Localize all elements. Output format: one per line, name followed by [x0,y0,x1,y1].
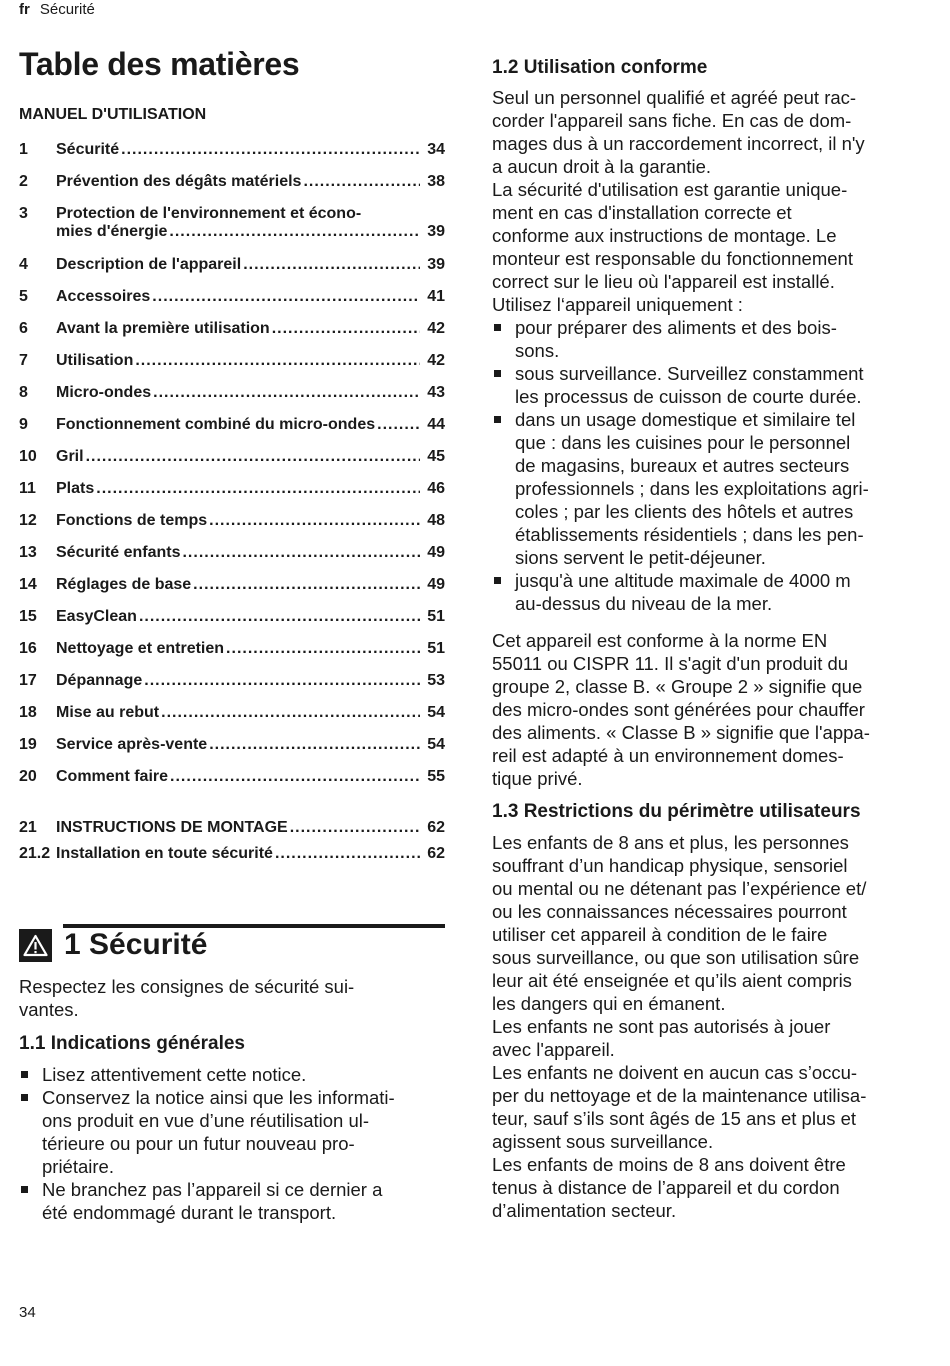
bullet-marker [21,1186,28,1193]
text-line: teur, sauf s’ils sont âgés de 15 ans et plus et [492,1108,857,1129]
header-section: Sécurité [39,1,95,18]
text-line: avec l'appareil. [492,1039,615,1060]
toc-entry-number: 17 [19,672,37,689]
toc-entry-number: 1 [19,141,28,158]
text-line: souffrant d’un handicap physique, sensoriel [492,855,848,876]
toc-entry-page: 46 [427,480,445,497]
toc-entry-label: Prévention des dégâts matériels [56,173,302,190]
toc-entry-page: 54 [427,736,445,753]
toc-entry-label: Fonctionnement combiné du micro-ondes [56,416,376,433]
bullet-item [19,1086,445,1178]
toc-entry-label: Service après-vente [56,736,208,753]
text-line: coles ; par les clients des hôtels et autres [515,501,854,522]
text-line: pour préparer des aliments et des bois- [515,317,837,338]
text-line: térieure ou pour un futur nouveau pro- [42,1133,355,1154]
text-line: dans un usage domestique et similaire tel [515,409,856,430]
text-line: de magasins, bureaux et autres secteurs [515,455,850,476]
toc-entry-number: 2 [19,173,28,190]
toc-leader-dots [161,704,420,722]
toc-entry-page: 48 [427,512,445,529]
text-line: professionnels ; dans les exploitations agri- [515,478,869,499]
toc-leader-dots [144,672,420,690]
toc-entry-number: 13 [19,544,37,561]
language-code: fr [19,1,30,18]
toc-entry-page: 51 [427,640,445,657]
bullet-marker [494,370,501,377]
subsection-1-3-title: 1.3 Restrictions du périmètre utilisateurs [492,801,861,822]
toc-leader-dots [377,416,420,434]
text-line: Les enfants ne doivent en aucun cas s’occu- [492,1062,858,1083]
toc-entry-label: Micro-ondes [56,384,152,401]
text-line: groupe 2, classe B. « Groupe 2 » signifie que [492,676,863,697]
text-line: d’alimentation secteur. [492,1200,677,1221]
text-line: vantes. [19,999,79,1020]
toc-leader-dots [275,845,420,863]
section-heading [19,928,207,962]
toc-entry-number: 18 [19,704,37,721]
toc-entry-label: Fonctions de temps [56,512,208,529]
toc-leader-dots [290,819,420,837]
text-line: sons. [515,340,560,361]
paragraph [492,831,922,1015]
toc-entry-page: 62 [427,819,445,836]
bullet-marker [494,577,501,584]
toc-entry-number: 9 [19,416,28,433]
toc-entry-number: 8 [19,384,28,401]
toc-entry-label: Accessoires [56,288,151,305]
toc-entry-number: 4 [19,256,28,273]
paragraph [492,1153,922,1222]
toc-entry-page: 45 [427,448,445,465]
toc-entry-label: Description de l'appareil [56,256,242,273]
toc-entry-label: Gril [56,448,84,465]
bullet-marker [21,1094,28,1101]
text-line: mages dus à un raccordement incorrect, il n'y [492,133,865,154]
toc-entry-label: mies d'énergie [56,223,168,240]
text-line: Respectez les consignes de sécurité sui- [19,976,355,997]
paragraph [492,629,922,790]
bullet-item [492,362,922,408]
text-line: les processus de cuisson de courte durée. [515,386,862,407]
toc-entry-label: Protection de l'environnement et écono- [56,205,362,222]
toc-leader-dots [303,173,420,191]
toc-entry-page: 42 [427,320,445,337]
text-line: Conservez la notice ainsi que les informati- [42,1087,395,1108]
toc-subtitle: MANUEL D'UTILISATION [19,106,207,123]
toc-leader-dots [86,448,420,466]
toc-entry-number: 21 [19,819,37,836]
toc-entry-label: EasyClean [56,608,137,625]
toc-entry-number: 14 [19,576,37,593]
text-line: Les enfants ne sont pas autorisés à jouer [492,1016,831,1037]
text-line: sous surveillance, ou que son utilisation sûre [492,947,860,968]
toc-leader-dots [139,608,420,626]
text-line: agissent sous surveillance. [492,1131,714,1152]
text-line: tenus à distance de l’appareil et du cordon [492,1177,840,1198]
text-line: Seul un personnel qualifié et agréé peut rac- [492,87,857,108]
section-intro [19,975,445,1021]
text-line: Lisez attentivement cette notice. [42,1064,307,1085]
toc-entry-number: 21.2 [19,845,51,862]
toc-title: Table des matières [19,46,300,82]
toc-entry-number: 19 [19,736,37,753]
bullet-item [19,1063,445,1086]
text-line: ou les connaissances nécessaires pourront [492,901,847,922]
text-line: ment en cas d'installation correcte et [492,202,792,223]
toc-entry-page: 44 [427,416,445,433]
toc-leader-dots [169,223,420,241]
bullet-item [492,569,922,615]
paragraph [492,1061,922,1153]
toc-entry-number: 7 [19,352,28,369]
text-line: priétaire. [42,1156,114,1177]
text-line: correct sur le lieu où l'appareil est installé. [492,271,835,292]
subsection-1-1-title: 1.1 Indications générales [19,1033,245,1054]
toc-entry-label: Utilisation [56,352,134,369]
text-line: 55011 ou CISPR 11. Il s'agit d'un produit du [492,653,849,674]
subsection-1-2-title: 1.2 Utilisation conforme [492,57,708,78]
toc-entry-page: 53 [427,672,445,689]
toc-leader-dots [182,544,420,562]
toc-leader-dots [193,576,420,594]
toc-entry-page: 39 [427,256,445,273]
text-line: établissements résidentiels ; dans les pen- [515,524,864,545]
toc-entry-label: Réglages de base [56,576,192,593]
toc-leader-dots [153,384,420,402]
bullet-marker [21,1071,28,1078]
toc-leader-dots [96,480,420,498]
toc-leader-dots [209,512,420,530]
text-line: leur ait été enseignée et qu’ils aient compris [492,970,852,991]
toc-entry-number: 5 [19,288,28,305]
text-line: conforme aux instructions de montage. Le [492,225,837,246]
text-line: monteur est responsable du fonctionnement [492,248,853,269]
text-line: au-dessus du niveau de la mer. [515,593,773,614]
toc-leader-dots [272,320,420,338]
toc-entry-number: 11 [19,480,36,497]
text-line: Les enfants de 8 ans et plus, les personnes [492,832,849,853]
toc-entry-label: Installation en toute sécurité [56,845,273,862]
text-line: que : dans les cuisines pour le personnel [515,432,851,453]
toc-entry-number: 10 [19,448,37,465]
bullet-item [492,408,922,569]
toc-entry-number: 12 [19,512,37,529]
toc-entry-page: 51 [427,608,445,625]
toc-leader-dots [209,736,420,754]
toc-leader-dots [152,288,420,306]
toc-leader-dots [170,768,420,786]
toc-entry-label: Avant la première utilisation [56,320,270,337]
toc-leader-dots [243,256,420,274]
toc-leader-dots [135,352,420,370]
toc-entry-number: 6 [19,320,28,337]
toc-entry-number: 15 [19,608,37,625]
text-line: Utilisez l‘appareil uniquement : [492,294,743,315]
toc-entry-page: 43 [427,384,445,401]
text-line: utiliser cet appareil à condition de le faire [492,924,828,945]
text-line: per du nettoyage et de la maintenance utilisa- [492,1085,867,1106]
text-line: jusqu'à une altitude maximale de 4000 m [515,570,851,591]
toc-entry-label: Comment faire [56,768,169,785]
paragraph [492,293,922,316]
toc-entry-page: 41 [427,288,445,305]
section-title: 1 Sécurité [64,928,208,961]
toc-entry-page: 54 [427,704,445,721]
toc-entry-number: 20 [19,768,37,785]
text-line: Cet appareil est conforme à la norme EN [492,630,828,651]
toc-entry-label: Nettoyage et entretien [56,640,225,657]
text-line: Ne branchez pas l’appareil si ce dernier a [42,1179,383,1200]
bullet-item [492,316,922,362]
text-line: La sécurité d'utilisation est garantie unique- [492,179,848,200]
toc-leader-dots [121,141,420,159]
text-line: sions servent le petit-déjeuner. [515,547,766,568]
text-line: les dangers qui en émanent. [492,993,726,1014]
toc-entry-label: Sécurité enfants [56,544,181,561]
toc-entry-page: 49 [427,544,445,561]
text-line: ou mental ou ne détenant pas l’expérience et/ [492,878,867,899]
toc-entry-number: 16 [19,640,37,657]
text-line: a aucun droit à la garantie. [492,156,712,177]
toc-entry-label: Dépannage [56,672,143,689]
warning-icon [19,929,52,962]
toc-entry-page: 38 [427,173,445,190]
text-line: sous surveillance. Surveillez constamment [515,363,864,384]
toc-entry-page: 55 [427,768,445,785]
toc-leader-dots [226,640,420,658]
toc-entry-label: Mise au rebut [56,704,160,721]
paragraph [492,178,922,293]
bullet-marker [494,324,501,331]
bullet-marker [494,416,501,423]
paragraph [492,1015,922,1061]
toc-entry-number: 3 [19,205,28,222]
text-line: reil est adapté à un environnement domes- [492,745,844,766]
running-header [19,1,95,18]
text-line: des micro-ondes sont générées pour chauffer [492,699,865,720]
text-line: Les enfants de moins de 8 ans doivent être [492,1154,846,1175]
toc-entry-page: 62 [427,845,445,862]
paragraph [492,86,922,178]
bullet-item [19,1178,445,1224]
toc-entry-page: 34 [427,141,445,158]
text-line: ons produit en vue d’une réutilisation ul- [42,1110,370,1131]
page-number: 34 [19,1304,36,1321]
text-line: des aliments. « Classe B » signifie que l'appa- [492,722,870,743]
toc-entry-label: Sécurité [56,141,120,158]
toc-entry-page: 39 [427,223,445,240]
toc-entry-page: 49 [427,576,445,593]
text-line: été endommagé durant le transport. [42,1202,337,1223]
text-line: tique privé. [492,768,583,789]
toc-entry-label: Plats [56,480,95,497]
toc-entry-label: INSTRUCTIONS DE MONTAGE [56,819,288,836]
text-line: corder l'appareil sans fiche. En cas de dom- [492,110,852,131]
toc-entry-page: 42 [427,352,445,369]
